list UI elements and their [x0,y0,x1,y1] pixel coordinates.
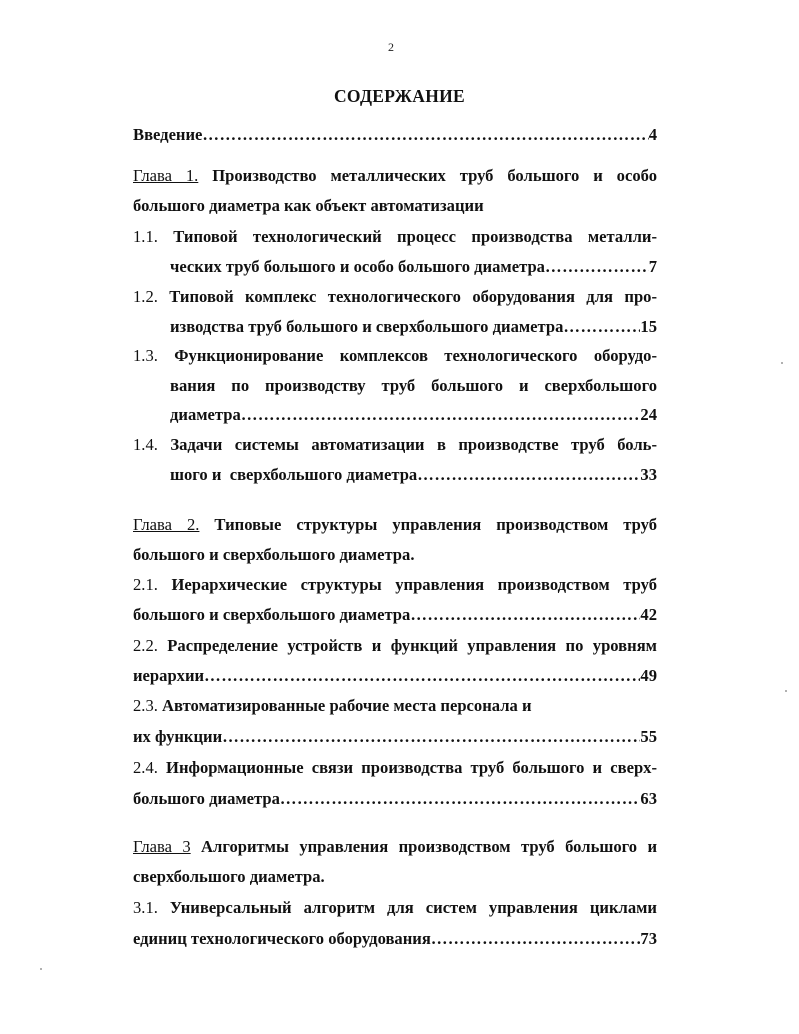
toc-entry-3-1[interactable] [133,898,657,918]
section-title-cont: шого и сверхбольшого диаметра [170,465,418,484]
leader-dots [431,929,641,949]
toc-page-number: 55 [640,727,657,746]
toc-entry-1-4-cont[interactable] [170,465,657,485]
chapter-3-label: Глава 3 [133,837,191,856]
chapter-2-label: Глава 2. [133,515,200,534]
page-number: 2 [388,40,394,54]
section-title: Типовой комплекс технологического оборудования для про- [169,287,657,306]
section-title: Распределение устройств и функций управления по уровням [167,636,657,655]
leader-dots [563,317,640,337]
chapter-1-heading-cont: большого диаметра как объект автоматизации [133,196,484,215]
toc-page-number: 73 [640,929,657,948]
toc-page-number: 49 [640,666,657,685]
section-number: 2.2. [133,636,158,655]
section-number: 2.4. [133,758,158,777]
chapter-3-title: Алгоритмы управления производством труб большого и [201,837,657,856]
section-title: Универсальный алгоритм для систем управления циклами [169,898,657,917]
chapter-1-heading[interactable] [133,166,657,186]
toc-entry-1-1-cont[interactable] [170,257,657,277]
toc-page-number: 42 [640,605,657,624]
section-title-cont: большого диаметра [133,789,280,808]
scan-speck [785,690,787,692]
section-title: Функционирование комплексов технологического оборудо- [174,346,657,365]
section-number: 1.3. [133,346,158,365]
leader-dots [204,666,640,686]
leader-dots [545,257,649,277]
chapter-3-heading[interactable] [133,837,657,857]
section-number: 1.4. [133,435,158,454]
toc-entry-1-4[interactable] [133,435,657,455]
toc-page-number: 24 [640,405,657,424]
section-number: 1.1. [133,227,158,246]
chapter-2-title: Типовые структуры управления производством труб [214,515,657,534]
toc-page-number: 7 [648,257,657,276]
toc-entry-2-3[interactable] [133,696,657,716]
toc-page-number: 15 [640,317,657,336]
toc-entry-2-1-cont[interactable] [133,605,657,625]
page-title: СОДЕРЖАНИЕ [333,86,465,106]
toc-entry-2-2-cont[interactable] [133,666,657,686]
section-title: Задачи системы автоматизации в производстве труб боль- [170,435,657,454]
section-title: Информационные связи производства труб большого и сверх- [166,758,657,777]
section-number: 2.3. [133,696,158,715]
section-title-cont: изводства труб большого и сверхбольшого диаметра [170,317,564,336]
toc-page-number: 4 [648,125,657,144]
section-number: 3.1. [133,898,158,917]
toc-entry-label: Введение [133,125,203,144]
toc-entry-1-3[interactable] [133,346,657,366]
chapter-2-heading-cont: большого и сверхбольшого диаметра. [133,545,415,564]
toc-page-number: 33 [640,465,657,484]
toc-entry-1-2[interactable] [133,287,657,307]
section-number: 1.2. [133,287,158,306]
leader-dots [280,789,640,809]
section-title: Типовой технологический процесс производства металли- [173,227,657,246]
toc-entry-2-1[interactable] [133,575,657,595]
toc-entry-intro[interactable] [133,125,657,145]
toc-entry-2-4[interactable] [133,758,657,778]
toc-entry-1-3-cont2[interactable] [170,405,657,425]
toc-entry-2-2[interactable] [133,636,657,656]
section-title-cont: иерархии [133,666,205,685]
section-title-cont: их функции [133,727,223,746]
section-number: 2.1. [133,575,158,594]
section-title-cont: единиц технологического оборудования [133,929,431,948]
chapter-2-heading[interactable] [133,515,657,535]
leader-dots [417,465,640,485]
chapter-3-heading-cont: сверхбольшого диаметра. [133,867,325,886]
toc-entry-2-4-cont[interactable] [133,789,657,809]
section-title-cont: ческих труб большого и особо большого диаметра [170,257,545,276]
toc-page-number: 63 [640,789,657,808]
leader-dots [222,727,640,747]
section-title: Автоматизированные рабочие места персонала и [162,696,532,715]
toc-entry-2-3-cont[interactable] [133,727,657,747]
section-title-cont: большого и сверхбольшого диаметра [133,605,411,624]
toc-entry-1-1[interactable] [133,227,657,247]
chapter-1-title: Производство металлических труб большого и особо [212,166,657,185]
leader-dots [202,125,648,145]
toc-entry-1-2-cont[interactable] [170,317,657,337]
leader-dots [241,405,641,425]
scan-speck [781,362,783,364]
leader-dots [410,605,640,625]
chapter-1-label: Глава 1. [133,166,199,185]
toc-entry-1-3-cont: вания по производству труб большого и сверхбольшого [170,376,657,395]
section-title-cont: диаметра [170,405,241,424]
scan-speck [40,968,42,970]
toc-entry-3-1-cont[interactable] [133,929,657,949]
section-title: Иерархические структуры управления производством труб [171,575,657,594]
